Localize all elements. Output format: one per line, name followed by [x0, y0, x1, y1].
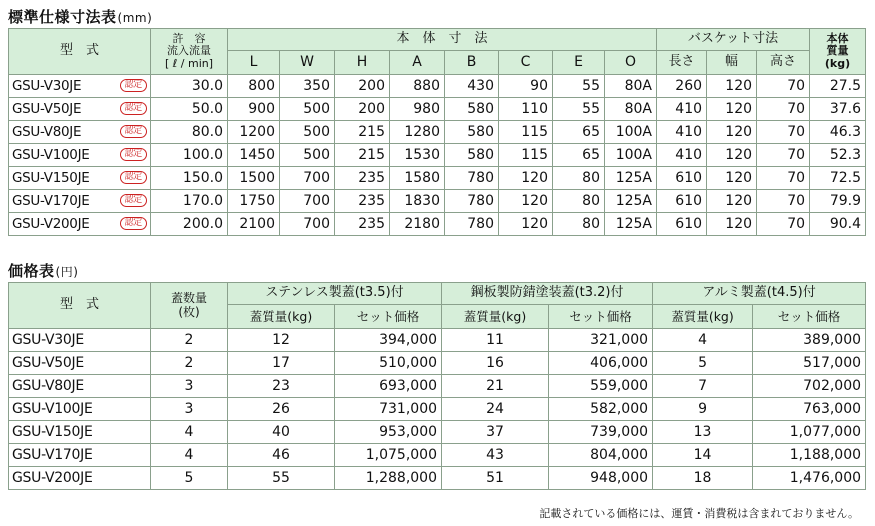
spec-E-cell: 80	[553, 167, 605, 190]
spec-C-cell: 115	[499, 144, 553, 167]
price-model-cell: GSU-V200JE	[9, 467, 151, 490]
price-section-title	[8, 260, 78, 281]
spec-header-flow-line2: 流入流量	[167, 44, 211, 58]
price-steel-kg-cell: 43	[442, 444, 549, 467]
spec-W-cell: 700	[280, 213, 335, 236]
spec-E-cell: 55	[553, 75, 605, 98]
spec-header-E: E	[553, 51, 605, 75]
certified-badge: 認定	[120, 79, 147, 92]
certified-badge: 認定	[120, 125, 147, 138]
spec-L-cell: 1750	[228, 190, 280, 213]
price-aluminum-price-cell: 763,000	[753, 398, 866, 421]
price-lid-count-cell: 2	[151, 329, 228, 352]
spec-model-cell	[9, 190, 151, 213]
price-steel-price-cell: 804,000	[549, 444, 653, 467]
price-header-stainless: ステンレス製蓋(t3.5)付	[228, 283, 442, 305]
spec-O-cell: 80A	[605, 75, 657, 98]
price-table-row	[9, 329, 866, 352]
spec-model-name: GSU-V30JE	[12, 78, 82, 94]
spec-basket-length-cell: 410	[657, 121, 707, 144]
spec-basket-width-cell: 120	[707, 121, 757, 144]
spec-E-cell: 80	[553, 213, 605, 236]
price-model-cell: GSU-V100JE	[9, 398, 151, 421]
spec-O-cell: 125A	[605, 167, 657, 190]
spec-section-title	[8, 6, 152, 27]
spec-H-cell: 200	[335, 98, 390, 121]
spec-W-cell: 500	[280, 121, 335, 144]
spec-W-cell: 500	[280, 98, 335, 121]
price-header-lid-count-line1: 蓋数量	[170, 291, 207, 306]
price-model-cell: GSU-V150JE	[9, 421, 151, 444]
spec-W-cell: 500	[280, 144, 335, 167]
spec-header-basket-length: 長さ	[657, 51, 707, 75]
spec-basket-length-cell: 260	[657, 75, 707, 98]
spec-table-row	[9, 144, 866, 167]
spec-H-cell: 235	[335, 190, 390, 213]
price-stainless-kg-cell: 17	[228, 352, 335, 375]
price-model-cell: GSU-V170JE	[9, 444, 151, 467]
spec-flow-cell: 150.0	[151, 167, 228, 190]
price-title: 価格表	[8, 262, 55, 280]
spec-B-cell: 780	[445, 190, 499, 213]
price-stainless-kg-cell: 46	[228, 444, 335, 467]
spec-basket-length-cell: 610	[657, 190, 707, 213]
price-table-row	[9, 352, 866, 375]
price-lid-count-cell: 3	[151, 375, 228, 398]
spec-header-weight-line3: (kg)	[824, 56, 851, 70]
spec-A-cell: 980	[390, 98, 445, 121]
spec-model-cell	[9, 121, 151, 144]
price-steel-kg-cell: 24	[442, 398, 549, 421]
spec-B-cell: 430	[445, 75, 499, 98]
spec-weight-cell: 37.6	[810, 98, 866, 121]
spec-W-cell: 350	[280, 75, 335, 98]
price-stainless-kg-cell: 40	[228, 421, 335, 444]
price-unit: (円)	[55, 265, 79, 279]
price-steel-kg-cell: 16	[442, 352, 549, 375]
spec-basket-height-cell: 70	[757, 190, 810, 213]
spec-model-name: GSU-V170JE	[12, 193, 90, 209]
spec-header-L: L	[228, 51, 280, 75]
spec-model-name: GSU-V80JE	[12, 124, 82, 140]
spec-E-cell: 55	[553, 98, 605, 121]
spec-model-name: GSU-V200JE	[12, 216, 90, 232]
price-header-steel-kg: 蓋質量(kg)	[442, 305, 549, 329]
price-stainless-kg-cell: 23	[228, 375, 335, 398]
spec-table	[8, 28, 866, 236]
price-stainless-price-cell: 510,000	[335, 352, 442, 375]
spec-table-row	[9, 213, 866, 236]
spec-table-row	[9, 190, 866, 213]
spec-H-cell: 235	[335, 213, 390, 236]
spec-header-weight	[810, 29, 866, 75]
price-table-row	[9, 421, 866, 444]
spec-E-cell: 80	[553, 190, 605, 213]
spec-A-cell: 1830	[390, 190, 445, 213]
spec-A-cell: 1530	[390, 144, 445, 167]
spec-C-cell: 120	[499, 167, 553, 190]
price-aluminum-kg-cell: 4	[653, 329, 753, 352]
price-table-row	[9, 467, 866, 490]
price-model-cell: GSU-V80JE	[9, 375, 151, 398]
spec-header-H: H	[335, 51, 390, 75]
spec-H-cell: 215	[335, 144, 390, 167]
spec-O-cell: 80A	[605, 98, 657, 121]
spec-L-cell: 900	[228, 98, 280, 121]
spec-flow-cell: 100.0	[151, 144, 228, 167]
price-steel-kg-cell: 11	[442, 329, 549, 352]
spec-unit: (mm)	[117, 11, 153, 25]
price-stainless-price-cell: 693,000	[335, 375, 442, 398]
spec-model-cell	[9, 213, 151, 236]
spec-model-name: GSU-V100JE	[12, 147, 90, 163]
price-steel-price-cell: 406,000	[549, 352, 653, 375]
spec-B-cell: 780	[445, 167, 499, 190]
spec-weight-cell: 27.5	[810, 75, 866, 98]
spec-A-cell: 1280	[390, 121, 445, 144]
spec-header-C: C	[499, 51, 553, 75]
spec-basket-height-cell: 70	[757, 75, 810, 98]
price-aluminum-price-cell: 1,476,000	[753, 467, 866, 490]
price-stainless-price-cell: 731,000	[335, 398, 442, 421]
price-aluminum-price-cell: 1,188,000	[753, 444, 866, 467]
price-lid-count-cell: 4	[151, 444, 228, 467]
spec-L-cell: 1200	[228, 121, 280, 144]
price-steel-price-cell: 321,000	[549, 329, 653, 352]
spec-basket-height-cell: 70	[757, 213, 810, 236]
certified-badge: 認定	[120, 171, 147, 184]
spec-weight-cell: 72.5	[810, 167, 866, 190]
certified-badge: 認定	[120, 102, 147, 115]
spec-header-flow-line3: [ ℓ / min]	[164, 56, 214, 70]
spec-header-weight-line1: 本体	[826, 32, 849, 46]
price-aluminum-kg-cell: 13	[653, 421, 753, 444]
price-steel-kg-cell: 51	[442, 467, 549, 490]
spec-B-cell: 580	[445, 144, 499, 167]
spec-basket-height-cell: 70	[757, 121, 810, 144]
spec-header-B: B	[445, 51, 499, 75]
spec-basket-width-cell: 120	[707, 190, 757, 213]
price-aluminum-price-cell: 517,000	[753, 352, 866, 375]
spec-B-cell: 780	[445, 213, 499, 236]
price-header-steel: 鋼板製防錆塗装蓋(t3.2)付	[442, 283, 653, 305]
spec-C-cell: 90	[499, 75, 553, 98]
price-header-lid-count	[151, 283, 228, 329]
spec-B-cell: 580	[445, 98, 499, 121]
spec-flow-cell: 80.0	[151, 121, 228, 144]
price-aluminum-kg-cell: 7	[653, 375, 753, 398]
spec-O-cell: 125A	[605, 190, 657, 213]
price-steel-kg-cell: 21	[442, 375, 549, 398]
spec-model-cell	[9, 144, 151, 167]
price-aluminum-price-cell: 1,077,000	[753, 421, 866, 444]
spec-weight-cell: 79.9	[810, 190, 866, 213]
price-table	[8, 282, 866, 490]
spec-table-row	[9, 98, 866, 121]
price-aluminum-kg-cell: 9	[653, 398, 753, 421]
spec-title: 標準仕様寸法表	[8, 8, 117, 26]
spec-H-cell: 215	[335, 121, 390, 144]
spec-basket-width-cell: 120	[707, 75, 757, 98]
price-stainless-kg-cell: 26	[228, 398, 335, 421]
spec-basket-width-cell: 120	[707, 167, 757, 190]
certified-badge: 認定	[120, 148, 147, 161]
price-model-cell: GSU-V50JE	[9, 352, 151, 375]
price-steel-price-cell: 739,000	[549, 421, 653, 444]
spec-H-cell: 235	[335, 167, 390, 190]
spec-header-model: 型 式	[9, 29, 151, 75]
price-model-cell: GSU-V30JE	[9, 329, 151, 352]
spec-basket-length-cell: 610	[657, 167, 707, 190]
price-stainless-price-cell: 1,075,000	[335, 444, 442, 467]
spec-model-cell	[9, 167, 151, 190]
spec-flow-cell: 200.0	[151, 213, 228, 236]
spec-L-cell: 1450	[228, 144, 280, 167]
price-lid-count-cell: 4	[151, 421, 228, 444]
spec-C-cell: 120	[499, 190, 553, 213]
spec-basket-height-cell: 70	[757, 98, 810, 121]
spec-header-weight-line2: 質量	[826, 44, 849, 58]
spec-header-W: W	[280, 51, 335, 75]
price-header-steel-price: セット価格	[549, 305, 653, 329]
price-aluminum-kg-cell: 14	[653, 444, 753, 467]
spec-header-basket-dims: バスケット寸法	[657, 29, 810, 51]
spec-basket-length-cell: 410	[657, 144, 707, 167]
spec-table-row	[9, 75, 866, 98]
spec-H-cell: 200	[335, 75, 390, 98]
price-stainless-kg-cell: 55	[228, 467, 335, 490]
spec-header-body-dims: 本 体 寸 法	[228, 29, 657, 51]
spec-L-cell: 2100	[228, 213, 280, 236]
spec-L-cell: 800	[228, 75, 280, 98]
price-header-stainless-kg: 蓋質量(kg)	[228, 305, 335, 329]
spec-table-row	[9, 121, 866, 144]
spec-header-basket-height: 高さ	[757, 51, 810, 75]
price-header-aluminum-price: セット価格	[753, 305, 866, 329]
spec-flow-cell: 30.0	[151, 75, 228, 98]
price-lid-count-cell: 3	[151, 398, 228, 421]
spec-header-A: A	[390, 51, 445, 75]
spec-O-cell: 125A	[605, 213, 657, 236]
spec-basket-length-cell: 410	[657, 98, 707, 121]
spec-basket-width-cell: 120	[707, 144, 757, 167]
certified-badge: 認定	[120, 194, 147, 207]
price-table-row	[9, 375, 866, 398]
spec-weight-cell: 46.3	[810, 121, 866, 144]
spec-W-cell: 700	[280, 190, 335, 213]
price-stainless-price-cell: 953,000	[335, 421, 442, 444]
spec-E-cell: 65	[553, 121, 605, 144]
spec-W-cell: 700	[280, 167, 335, 190]
price-steel-price-cell: 582,000	[549, 398, 653, 421]
spec-flow-cell: 50.0	[151, 98, 228, 121]
price-lid-count-cell: 5	[151, 467, 228, 490]
spec-O-cell: 100A	[605, 144, 657, 167]
spec-flow-cell: 170.0	[151, 190, 228, 213]
price-aluminum-kg-cell: 18	[653, 467, 753, 490]
spec-basket-width-cell: 120	[707, 98, 757, 121]
spec-E-cell: 65	[553, 144, 605, 167]
spec-A-cell: 880	[390, 75, 445, 98]
price-header-aluminum: アルミ製蓋(t4.5)付	[653, 283, 866, 305]
spec-C-cell: 120	[499, 213, 553, 236]
spec-table-row	[9, 167, 866, 190]
price-header-lid-count-line2: (枚)	[178, 304, 200, 319]
price-table-row	[9, 444, 866, 467]
spec-B-cell: 580	[445, 121, 499, 144]
price-aluminum-price-cell: 389,000	[753, 329, 866, 352]
spec-header-basket-width: 幅	[707, 51, 757, 75]
spec-header-flow-line1: 許 容	[172, 32, 206, 46]
price-header-aluminum-kg: 蓋質量(kg)	[653, 305, 753, 329]
spec-model-name: GSU-V150JE	[12, 170, 90, 186]
spec-model-cell	[9, 75, 151, 98]
spec-C-cell: 115	[499, 121, 553, 144]
price-steel-kg-cell: 37	[442, 421, 549, 444]
spec-basket-length-cell: 610	[657, 213, 707, 236]
spec-header-O: O	[605, 51, 657, 75]
price-steel-price-cell: 948,000	[549, 467, 653, 490]
price-table-row	[9, 398, 866, 421]
spec-basket-height-cell: 70	[757, 167, 810, 190]
price-aluminum-kg-cell: 5	[653, 352, 753, 375]
spec-header-flow	[151, 29, 228, 75]
certified-badge: 認定	[120, 217, 147, 230]
price-footnote: 記載されている価格には、運賃・消費税は含まれておりません。	[539, 507, 859, 520]
spec-A-cell: 1580	[390, 167, 445, 190]
price-steel-price-cell: 559,000	[549, 375, 653, 398]
price-header-stainless-price: セット価格	[335, 305, 442, 329]
price-lid-count-cell: 2	[151, 352, 228, 375]
price-stainless-price-cell: 394,000	[335, 329, 442, 352]
spec-basket-width-cell: 120	[707, 213, 757, 236]
spec-weight-cell: 90.4	[810, 213, 866, 236]
spec-O-cell: 100A	[605, 121, 657, 144]
price-aluminum-price-cell: 702,000	[753, 375, 866, 398]
spec-weight-cell: 52.3	[810, 144, 866, 167]
spec-model-name: GSU-V50JE	[12, 101, 82, 117]
price-header-model: 型 式	[9, 283, 151, 329]
price-stainless-price-cell: 1,288,000	[335, 467, 442, 490]
spec-L-cell: 1500	[228, 167, 280, 190]
spec-A-cell: 2180	[390, 213, 445, 236]
spec-model-cell	[9, 98, 151, 121]
spec-basket-height-cell: 70	[757, 144, 810, 167]
spec-C-cell: 110	[499, 98, 553, 121]
price-stainless-kg-cell: 12	[228, 329, 335, 352]
